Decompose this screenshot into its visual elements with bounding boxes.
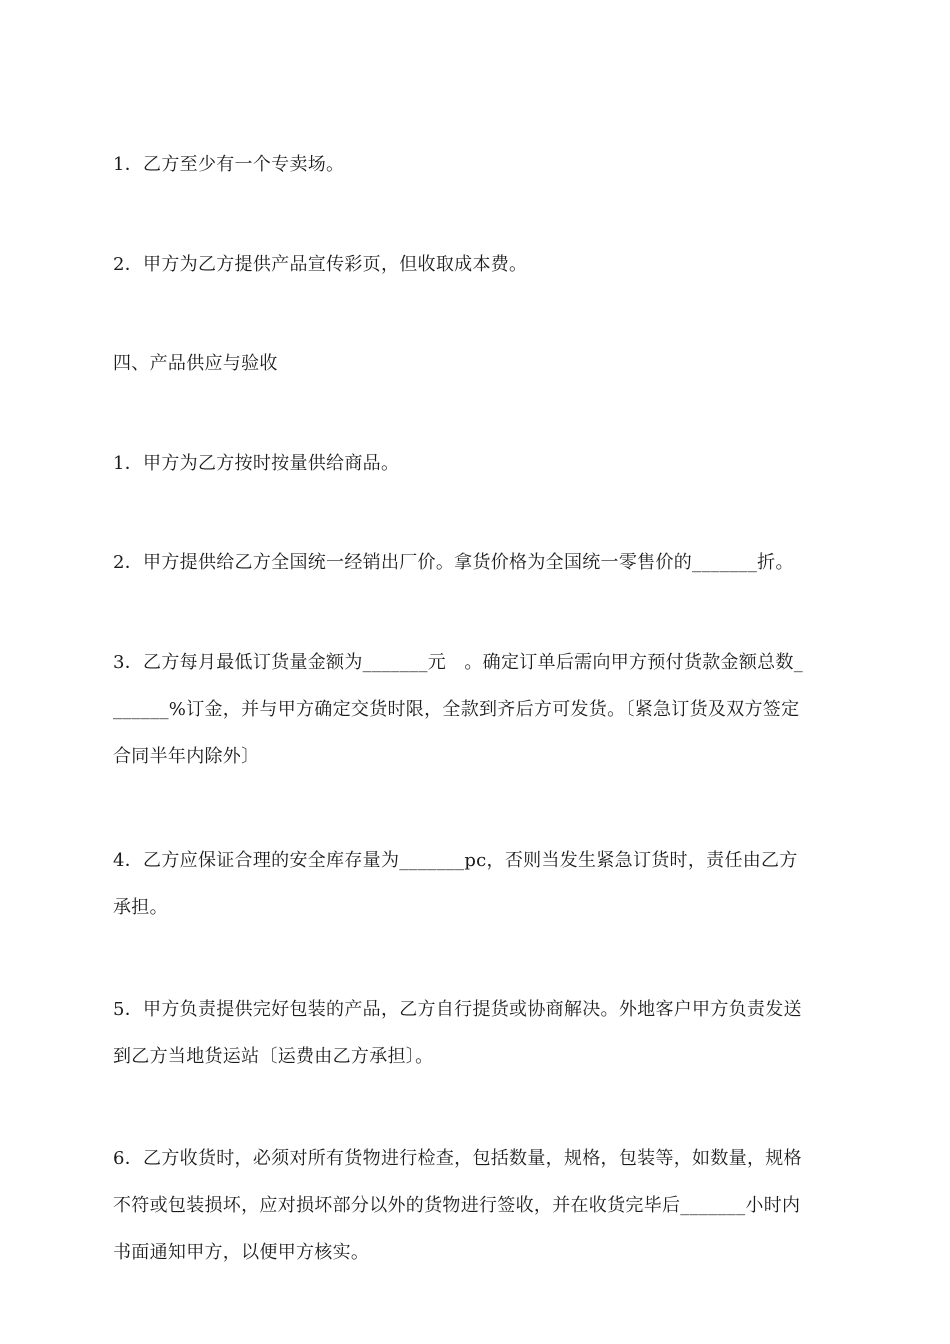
clause-supply-1-on-time: 1．甲方为乙方按时按量供给商品。 [113,453,400,474]
clause-supply-5-packaging: 5．甲方负责提供完好包装的产品，乙方自行提货或协商解决。外地客户甲方负责发送 到乙方当地货运站〔运费由乙方承担〕。 [113,999,802,1067]
clause-supply-3-min-order: 3．乙方每月最低订货量金额为_______元 。确定订单后需向甲方预付货款金额总数_ ______%订金，并与甲方确定交货时限，全款到齐后方可发货。〔紧急订货及双方签定 合同半年内除外〕 [113,652,804,767]
clause-supply-6-inspection: 6．乙方收货时，必须对所有货物进行检查，包括数量，规格，包装等，如数量，规格 不符或包装损坏，应对损坏部分以外的货物进行签收，并在收货完毕后_______小时内 书面通知甲方，以便甲方核实。 [113,1148,802,1263]
clause-2-brochure: 2．甲方为乙方提供产品宣传彩页，但收取成本费。 [113,254,528,275]
section-heading-supply-acceptance: 四、产品供应与验收 [113,353,278,374]
clause-1-specialty-store: 1．乙方至少有一个专卖场。 [113,154,345,175]
clause-supply-4-safety-stock: 4．乙方应保证合理的安全库存量为_______pc，否则当发生紧急订货时，责任由乙方 承担。 [113,850,798,918]
clause-supply-2-price: 2．甲方提供给乙方全国统一经销出厂价。拿货价格为全国统一零售价的_______折。 [113,552,794,573]
